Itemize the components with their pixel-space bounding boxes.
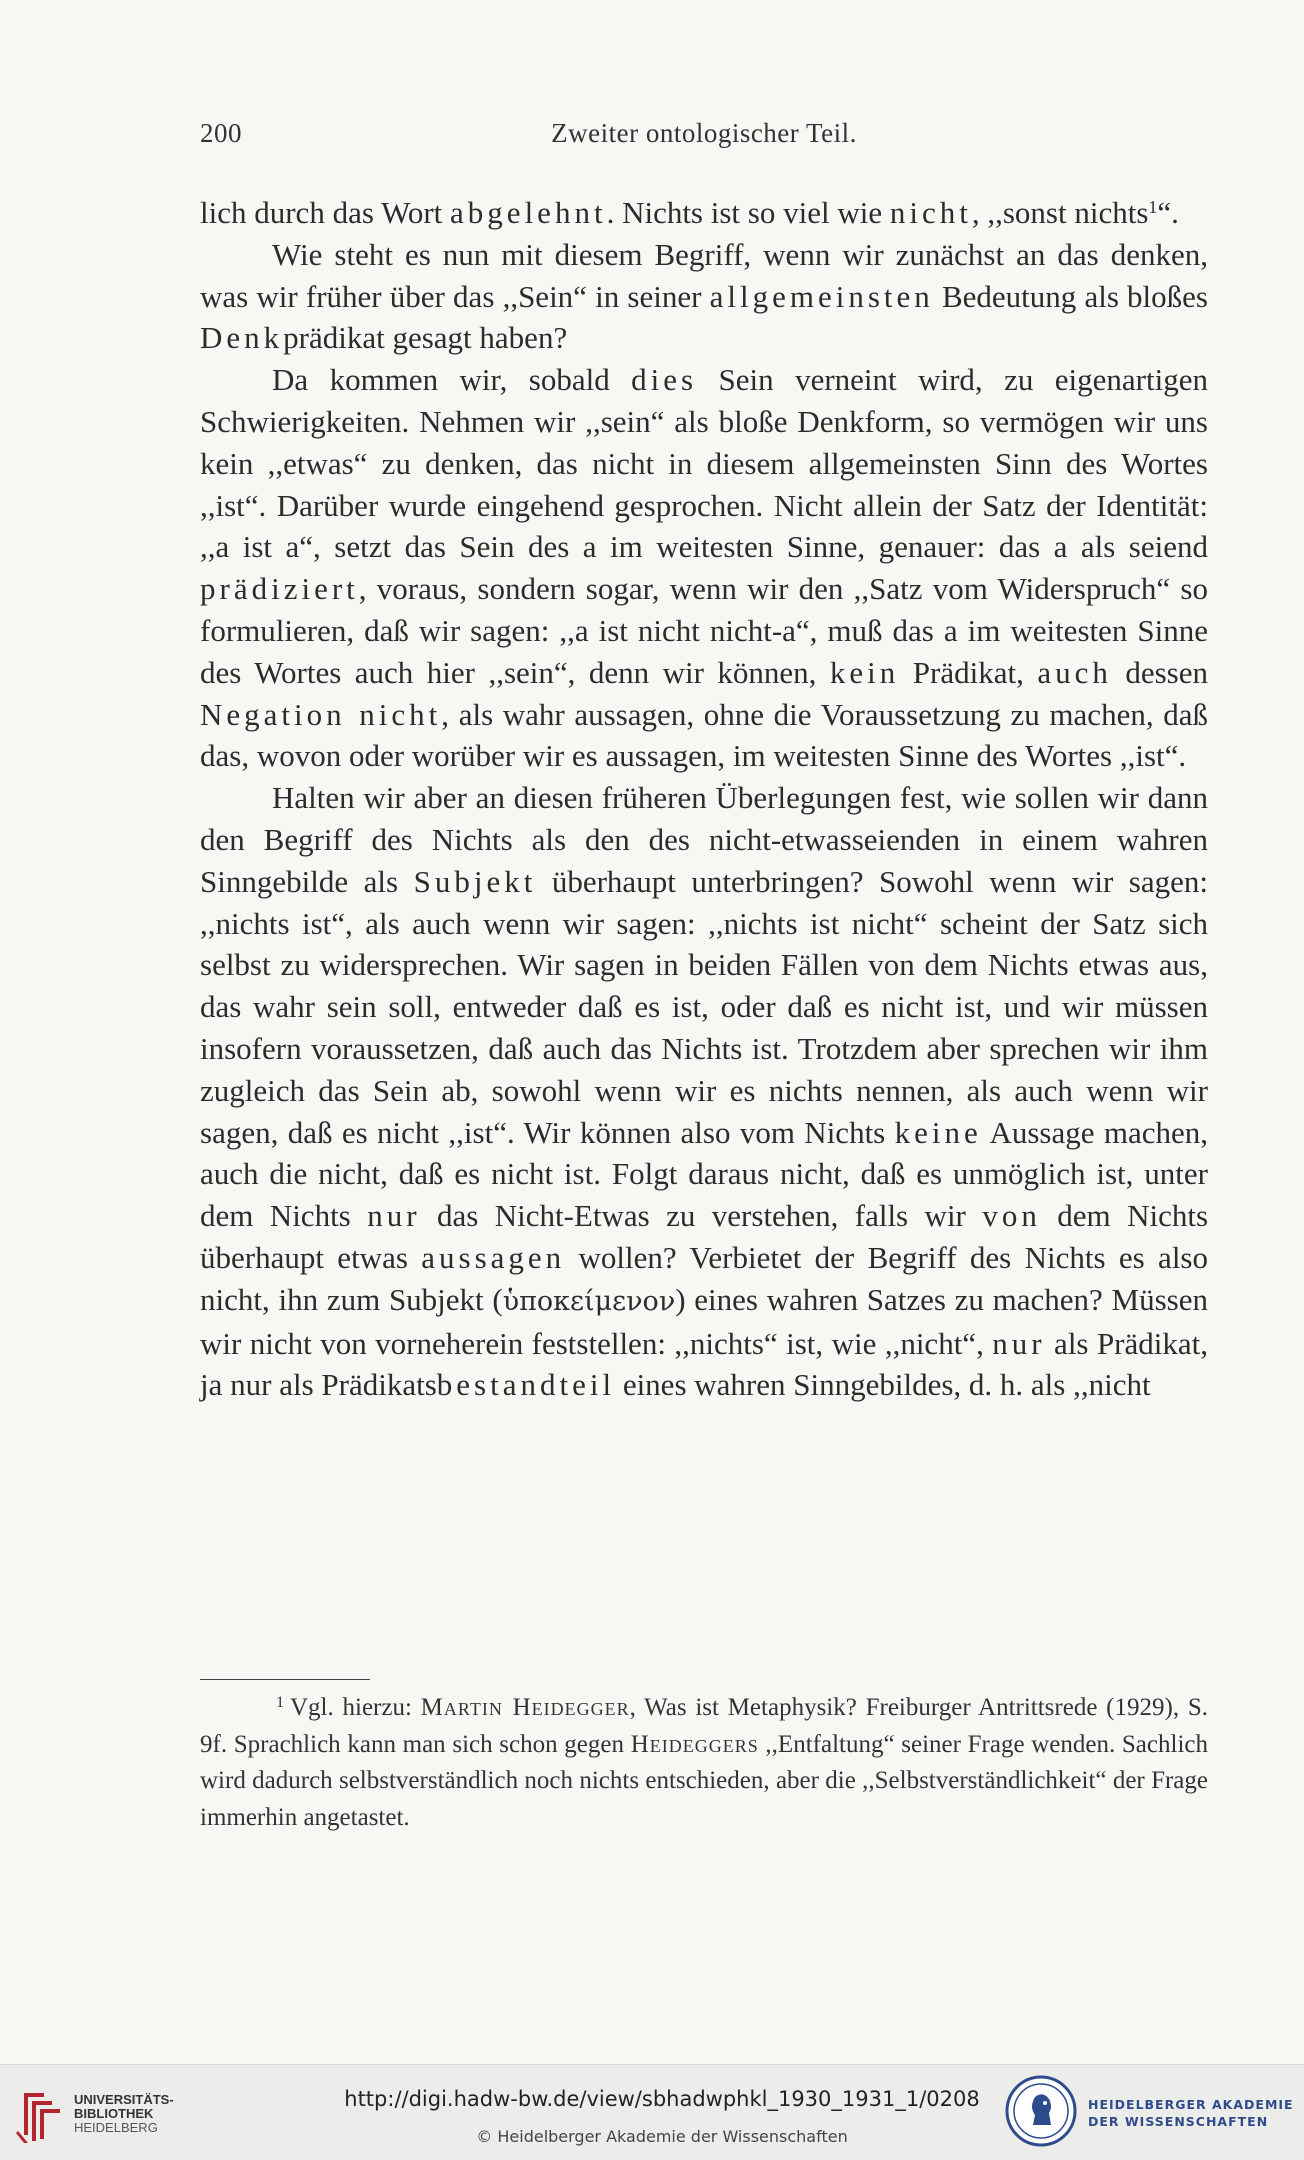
greek-term: ὑποκείμενον [502,1285,676,1317]
paragraph-1 [200,192,1208,234]
text-run: Halten wir aber an diesen früheren Überlegungen fest, wie sollen wir dann den Begriff des Nichts als den des nicht-etwasseienden in einem wahren Sinngebilde als [200,780,1208,899]
text-run: ,,Entfaltung“ seiner Frage wenden. Sachlich wird dadurch selbstverständlich noch nichts entschieden, aber die ,,Selbstverständlichkeit“ der Frage immerhin angetastet. [200,1730,1208,1831]
running-title: Zweiter ontologischer Teil. [551,118,857,148]
text-run: , ,,sonst nichts [971,195,1149,230]
footnote-mark: 1 [276,1694,284,1711]
text-run: Da kommen wir, sobald [272,362,632,398]
text-run: Prädikat, [899,654,1038,690]
ub-line: HEIDELBERG [74,2120,158,2135]
spaced-emphasis: kein [829,654,900,690]
spaced-emphasis: dies [631,362,698,398]
paragraph-4 [200,777,1208,1406]
academy-name [1088,2096,1294,2130]
text-run: Bedeutung als bloßes [933,278,1208,314]
spaced-emphasis: nur [367,1198,421,1234]
author-name: Martin Heidegger [420,1694,630,1721]
text-run: Sein verneint wird, zu eigenartigen Schwierigkeiten. Nehmen wir ,,sein“ als bloße Denkform, so vermögen wir uns kein ,,etwas“ zu denken, das nicht in diesem allgemeinsten Sinn des Wortes ,,ist“. Darüber wurde eingehend gesprochen. Nicht allein der Satz der Identität: ,,a ist a“, setzt das Sein des a im weitesten Sinne, genauer: das a als seiend [200,362,1208,565]
spaced-emphasis: keine [894,1114,982,1150]
footnote-reference[interactable]: 1 [1148,197,1158,217]
ub-line: BIBLIOTHEK [74,2106,154,2121]
text-run: Wie steht es nun mit diesem Begriff, wenn wir zunächst an das denken, was wir früher über das ,,Sein“ in seiner [200,236,1208,314]
spaced-emphasis: von [982,1198,1041,1234]
footnote-rule [200,1679,370,1680]
text-run: ) eines wahren Satzes zu machen? Müssen wir nicht von vorneherein feststellen: ,,nichts“ ist, wie ,,nicht“, [200,1281,1208,1361]
text-run: prädikat gesagt haben? [283,320,568,356]
text-run: das Nicht-Etwas zu verstehen, falls wir [420,1198,983,1234]
author-name: Heideggers [630,1730,759,1758]
text-run: wollen? Verbietet der Begriff des Nichts es also nicht, ihn zum Subjekt ( [200,1239,1208,1317]
text-run: . Nichts ist so viel wie [606,195,890,230]
spaced-emphasis: prädiziert [200,571,359,607]
spaced-emphasis: Subjekt [413,863,537,899]
paragraph-2 [200,234,1208,359]
academy-seal-icon[interactable] [1005,2075,1077,2147]
text-run: überhaupt unterbringen? Sowohl wenn wir sagen: ,,nichts ist“, als auch wenn wir sagen: ,,nichts ist nicht“ scheint der Satz sich selbst zu widersprechen. Wir sagen in beiden Fällen von dem Nichts etwas aus, das wahr sein soll, entweder daß es ist, oder daß es nicht ist, und wir müssen insofern voraussetzen, daß auch das Nichts ist. Trotzdem aber sprechen wir ihm zugleich das Sein ab, sowohl wenn wir es nichts nennen, als auch wenn wir sagen, daß es nicht ,,ist“. Wir können also vom Nichts [200,863,1208,1150]
text-run: lich durch das Wort [200,195,451,230]
spaced-emphasis: nicht [889,195,972,230]
ub-line: UNIVERSITÄTS- [74,2092,174,2107]
footnote [200,1690,1208,1836]
text-run: als Prädikat, ja nur als Prädikats [200,1325,1208,1403]
source-url-link[interactable]: http://digi.hadw-bw.de/view/sbhadwphkl_1930_1931_1/0208 [344,2087,980,2111]
paragraph-3 [200,359,1208,777]
text-run: “. [1157,195,1179,230]
text-run: , Was ist Metaphysik? Freiburger Antrittsrede (1929), S. 9f. Sprachlich kann man sich schon gegen [200,1694,1208,1758]
spaced-emphasis: aussagen [421,1239,566,1275]
spaced-emphasis: auch [1037,654,1112,690]
academy-line: HEIDELBERGER AKADEMIE [1088,2097,1294,2112]
spaced-emphasis: nur [992,1325,1046,1361]
text-run: dem Nichts überhaupt etwas [200,1198,1209,1275]
spaced-emphasis: Denk [200,320,284,356]
text-run: Aussage machen, auch die nicht, daß es nicht ist. Folgt daraus nicht, daß es unmöglich ist, unter dem Nichts [200,1114,1209,1234]
running-head [200,118,1208,158]
spaced-emphasis: allgemeinsten [709,278,934,314]
text-run: , voraus, sondern sogar, wenn wir den ,,Satz vom Widerspruch“ so formulieren, daß wir sagen: ,,a ist nicht nicht-a“, muß das a im weitesten Sinne des Wortes auch hier ,,sein“, denn wir können, [200,571,1208,690]
spaced-emphasis: abgelehnt [450,195,607,230]
copyright-notice: © Heidelberger Akademie der Wissenschaften [476,2127,848,2146]
text-run: eines wahren Sinngebildes, d. h. als ,,nicht [615,1367,1151,1403]
text-run: , als wahr aussagen, ohne die Voraussetzung zu machen, daß das, wovon oder worüber wir es aussagen, im weitesten Sinne des Wortes ,,ist“. [200,696,1208,774]
text-run: Vgl. hierzu: [290,1694,421,1721]
spaced-emphasis: bestandteil [436,1367,616,1403]
page-number: 200 [200,118,242,148]
text-run: dessen [1111,654,1208,690]
spaced-emphasis: Negation nicht [200,696,442,732]
academy-line: DER WISSENSCHAFTEN [1088,2114,1269,2129]
footer-bar [0,2064,1304,2160]
body-text [200,192,1208,1406]
